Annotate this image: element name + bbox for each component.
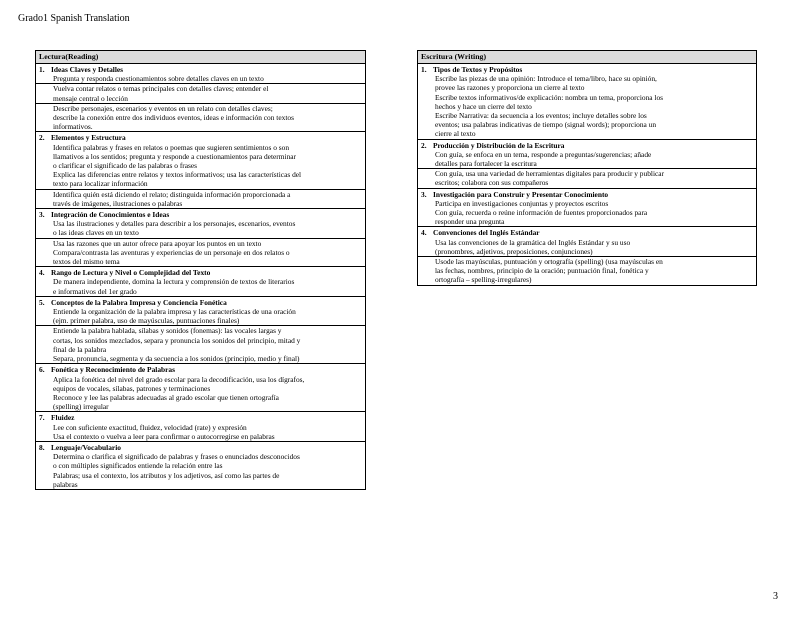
standard-text-line: final de la palabra xyxy=(53,344,107,354)
writing-table-title: Escritura (Writing) xyxy=(418,51,757,64)
standard-text-line: Determina o clarifica el significado de palabras y frases o enunciados desconocidos xyxy=(53,452,300,462)
standard-text-line: Explica las diferencias entre relatos y textos informativos; usa las características del xyxy=(53,170,302,180)
standard-text-line: informativos. xyxy=(53,122,93,132)
section-number: 5. xyxy=(39,297,45,307)
standard-text-line: describe la conexión entre dos individuos eventos, ideas e información con textos xyxy=(53,113,294,123)
standard-text-line: Describe personajes, escenarios y eventos en un relato con detalles claves; xyxy=(53,103,273,113)
section-title: Integración de Conocimientos e Ideas xyxy=(51,210,170,220)
standard-text-line: Separa, pronuncia, segmenta y da secuencia a los sonidos (principio, medio y final) xyxy=(53,354,300,364)
standard-text-line: Escribe Narrativa: da secuencia a los eventos; incluye detalles sobre los xyxy=(435,111,647,121)
standard-text-line: Aplica la fonética del nivel del grado escolar para la decodificación, usa los dígrafos, xyxy=(53,374,305,384)
page-number: 3 xyxy=(773,591,778,602)
standard-text-line: o con múltiples significados entiende la relación entre las xyxy=(53,461,223,471)
standard-text-line: Usa el contexto o vuelva a leer para confirmar o autocorregirse en palabras xyxy=(53,431,275,441)
standard-item xyxy=(36,375,366,412)
standard-item xyxy=(36,84,366,103)
section-heading xyxy=(36,132,366,143)
document-header: Grado1 Spanish Translation xyxy=(18,13,130,24)
standard-item xyxy=(418,257,757,286)
section-number: 4. xyxy=(421,228,427,238)
standard-text-line: detalles para fortalecer la escritura xyxy=(435,159,537,169)
section-heading xyxy=(418,64,757,75)
standard-text-line: cierre al texto xyxy=(435,129,476,139)
standard-text-line: Con guía, usa una variedad de herramientas digitales para producir y publicar xyxy=(435,169,665,179)
standard-item xyxy=(36,307,366,326)
section-heading xyxy=(36,64,366,75)
section-heading xyxy=(418,188,757,199)
standard-text-line: (spelling) irregular xyxy=(53,402,109,412)
standard-text-line: Vuelva contar relatos o temas principales con detalles claves; entender el xyxy=(53,84,269,94)
section-title: Convenciones del Inglés Estándar xyxy=(433,228,540,238)
standard-text-line: Usa las razones que un autor ofrece para apoyar los puntos en un texto xyxy=(53,238,262,248)
section-title: Investigación para Construir y Presentar Conocimiento xyxy=(433,189,609,199)
standard-text-line: llamativos a los sentidos; pregunta y responde a cuestionamientos para determinar xyxy=(53,151,296,161)
standard-text-line: textos del mismo tema xyxy=(53,257,120,267)
section-heading xyxy=(418,139,757,150)
standard-text-line: ortografía – spelling-irregulares) xyxy=(435,275,532,285)
standard-text-line: o las ideas claves en un texto xyxy=(53,228,139,238)
standard-text-line: De manera independiente, domina la lectura y comprensión de textos de literarios xyxy=(53,277,295,287)
standard-item xyxy=(36,189,366,208)
standard-text-line: equipos de vocales, sílabas, patrones y terminaciones xyxy=(53,383,211,393)
standard-item xyxy=(418,150,757,169)
standard-text-line: hechos y hace un cierre del texto xyxy=(435,101,532,111)
standard-text-line: Entiende la organización de la palabra impresa y las características de una oración xyxy=(53,307,296,317)
section-title: Producción y Distribución de la Escritura xyxy=(433,140,565,150)
section-heading xyxy=(418,227,757,238)
section-number: 7. xyxy=(39,413,45,423)
writing-standards-table xyxy=(417,50,757,286)
standard-item xyxy=(418,238,757,257)
standard-text-line: mensaje central o lección xyxy=(53,93,128,103)
standard-item xyxy=(36,452,366,489)
standard-item xyxy=(36,219,366,238)
section-number: 2. xyxy=(39,133,45,143)
standard-text-line: Participa en investigaciones conjuntas y proyectos escritos xyxy=(435,198,609,208)
section-title: Ideas Claves y Detalles xyxy=(51,65,124,74)
section-title: Fluidez xyxy=(51,413,75,423)
standard-text-line: Usa las convenciones de la gramática del Inglés Estándar y su uso xyxy=(435,237,631,247)
section-number: 2. xyxy=(421,140,427,150)
standard-text-line: Con guía, recuerda o reúne información de fuentes proporcionados para xyxy=(435,208,648,218)
section-heading xyxy=(36,209,366,220)
section-heading xyxy=(36,267,366,278)
standard-text-line: e informativos del 1er grado xyxy=(53,286,137,296)
standard-text-line: Identifica quién está diciendo el relato; distinguida información proporcionada a xyxy=(53,189,291,199)
standard-text-line: Identifica palabras y frases en relatos o poemas que sugieren sentimientos o son xyxy=(53,142,290,152)
section-number: 1. xyxy=(421,65,427,74)
standard-item xyxy=(36,277,366,296)
reading-standards-table xyxy=(35,50,366,490)
section-title: Lenguaje/Vocabulario xyxy=(51,442,121,452)
section-heading xyxy=(36,412,366,423)
standard-item xyxy=(36,143,366,190)
section-heading xyxy=(36,296,366,307)
standard-text-line: eventos; usa palabras indicativas de tiempo (signal words); proporciona un xyxy=(435,120,657,130)
section-title: Rango de Lectura y Nivel o Complejidad del Texto xyxy=(51,268,211,278)
standard-text-line: responder una pregunta xyxy=(435,217,505,227)
standard-text-line: Entiende la palabra hablada, sílabas y sonidos (fonemas): las vocales largas y xyxy=(53,326,282,336)
standard-text-line: través de imágenes, ilustraciones o palabras xyxy=(53,198,183,208)
standard-text-line: (pronombres, adjetivos, preposiciones, conjunciones) xyxy=(435,246,593,256)
section-number: 6. xyxy=(39,365,45,375)
section-title: Conceptos de la Palabra Impresa y Conciencia Fonética xyxy=(51,297,227,307)
section-number: 3. xyxy=(421,189,427,199)
section-number: 4. xyxy=(39,268,45,278)
standard-text-line: o clarificar el significado de las palabras o frases xyxy=(53,161,198,171)
standard-text-line: texto para localizar información xyxy=(53,179,148,189)
standard-text-line: Palabras; usa el contexto, los atributos y los adjetivos, así como las partes de xyxy=(53,470,280,480)
section-number: 3. xyxy=(39,210,45,220)
standard-text-line: palabras xyxy=(53,479,78,489)
section-title: Fonética y Reconocimiento de Palabras xyxy=(51,365,175,375)
standard-text-line: provee las razones y proporciona un cierre al texto xyxy=(435,83,585,93)
standard-text-line: escritos; colabora con sus compañeros xyxy=(435,178,549,188)
section-heading xyxy=(36,364,366,375)
standard-item xyxy=(36,74,366,84)
section-heading xyxy=(36,441,366,452)
standard-text-line: (ejm. primer palabra, uso de mayúsculas, puntuaciones finales) xyxy=(53,316,240,326)
standard-text-line: Escribe las piezas de una opinión: Introduce el tema/libro, hace su opinión, xyxy=(435,74,657,84)
section-title: Tipos de Textos y Propósitos xyxy=(433,65,523,74)
standard-item xyxy=(36,103,366,132)
standard-text-line: Compara/contrasta las aventuras y experiencias de un personaje en dos relatos o xyxy=(53,247,290,257)
standard-item xyxy=(36,238,366,267)
standard-text-line: cortas, los sonidos mezclados, separa y pronuncia los sonidos del principio, mitad y xyxy=(53,335,301,345)
standard-item xyxy=(418,74,757,139)
reading-table-title: Lectura(Reading) xyxy=(36,51,366,64)
standard-item xyxy=(418,169,757,188)
section-number: 8. xyxy=(39,442,45,452)
section-number: 1. xyxy=(39,65,45,74)
standard-text-line: Pregunta y responda cuestionamientos sobre detalles claves en un texto xyxy=(53,74,264,84)
standard-item xyxy=(36,423,366,442)
standard-text-line: Usode las mayúsculas, puntuación y ortografía (spelling) (usa mayúsculas en xyxy=(435,257,663,267)
standard-text-line: Usa las ilustraciones y detalles para describir a los personajes, escenarios, eventos xyxy=(53,219,296,229)
standard-text-line: Con guía, se enfoca en un tema, responde a preguntas/sugerencias; añade xyxy=(435,149,652,159)
standard-text-line: las fechas, nombres, principio de la oración; puntuación final, fonética y xyxy=(435,266,649,276)
standard-item xyxy=(418,199,757,227)
standard-item xyxy=(36,326,366,364)
standard-text-line: Escribe textos informativos/de explicación: nombra un tema, proporciona los xyxy=(435,92,664,102)
section-title: Elementos y Estructura xyxy=(51,133,126,143)
standard-text-line: Reconoce y lee las palabras adecuadas al grado escolar que tienen ortografía xyxy=(53,392,279,402)
standard-text-line: Lee con suficiente exactitud, fluidez, velocidad (rate) y expresión xyxy=(53,422,247,432)
